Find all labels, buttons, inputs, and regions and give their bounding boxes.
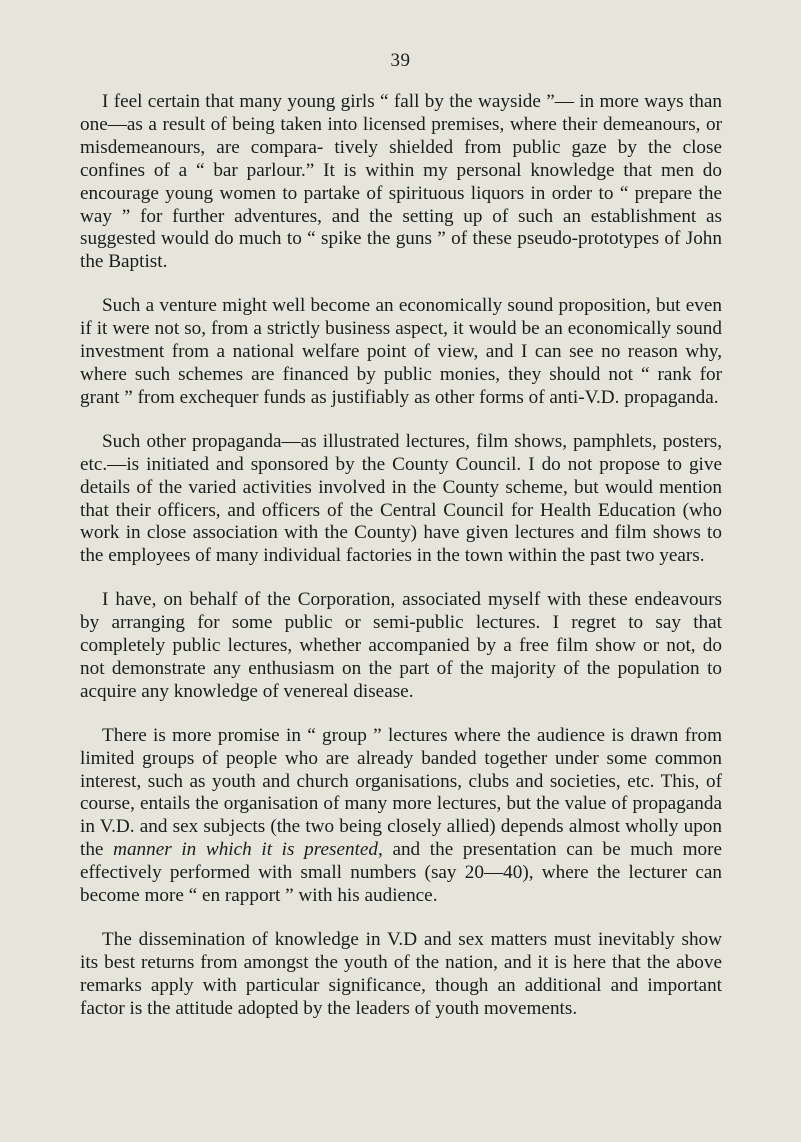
page-number: 39 bbox=[390, 50, 411, 71]
paragraph-group-lectures bbox=[80, 725, 722, 908]
body-text bbox=[80, 91, 722, 1021]
paragraph-dissemination: The dissemination of knowledge in V.D and sex matters must inevitably show its best returns from amongst the youth of the nation, and it is here that the above remarks apply with particular significance, though an additional and important factor is the attitude adopted by the leaders of youth movements. bbox=[80, 929, 722, 1019]
paragraph-group-lectures-start: There is more promise in “ group ” lectures where the audience is drawn from limited groups of people who are already banded together under some common interest, such as youth and church organisations, clubs and societies, etc. This, of course, entails the organisation of many more lectures, but the value of propaganda in V.D. and sex subjects (the two being closely allied) depends almost wholly upon the bbox=[80, 724, 722, 861]
paragraph-venture: Such a venture might well become an economically sound proposition, but even if it were not so, from a strictly business aspect, it would be an economically sound investment from a national welfare point of view, and I can see no reason why, where such schemes are financed by public monies, they should not “ rank for grant ” from exchequer funds as justifiably as other forms of anti-V.D. propaganda. bbox=[80, 295, 722, 408]
paragraph-wayside: I feel certain that many young girls “ fall by the wayside ”— in more ways than one—as a result of being taken into licensed premises, where their demeanours, or misdemeanours, are compara- tively shielded from public gaze by the close confines of a “ bar parlour.” It is within my personal knowledge that men do encourage young women to partake of spirituous liquors in order to “ prepare the way ” for further adventures, and the setting up of such an establishment as suggested would do much to “ spike the guns ” of these pseudo-prototypes of John the Baptist. bbox=[80, 91, 722, 273]
paragraph-corporation: I have, on behalf of the Corporation, associated myself with these endeavours by arranging for some public or semi-public lectures. I regret to say that completely public lectures, whether accompanied by a free film show or not, do not demonstrate any enthusiasm on the part of the majority of the population to acquire any knowledge of venereal disease. bbox=[80, 589, 722, 702]
paragraph-group-lectures-end: , and the presentation can be much more effectively performed with small numbers (say 20—40), where the lecturer can become more “ en rapport ” with his audience. bbox=[80, 839, 722, 907]
emphasis-manner: manner in which it is presented bbox=[113, 839, 379, 861]
paragraph-propaganda: Such other propaganda—as illustrated lectures, film shows, pamphlets, posters, etc.—is initiated and sponsored by the County Council. I do not propose to give details of the varied activities involved in the County scheme, but would mention that their officers, and officers of the Central Council for Health Education (who work in close association with the County) have given lectures and film shows to the employees of many individual factories in the town within the past two years. bbox=[80, 430, 722, 567]
